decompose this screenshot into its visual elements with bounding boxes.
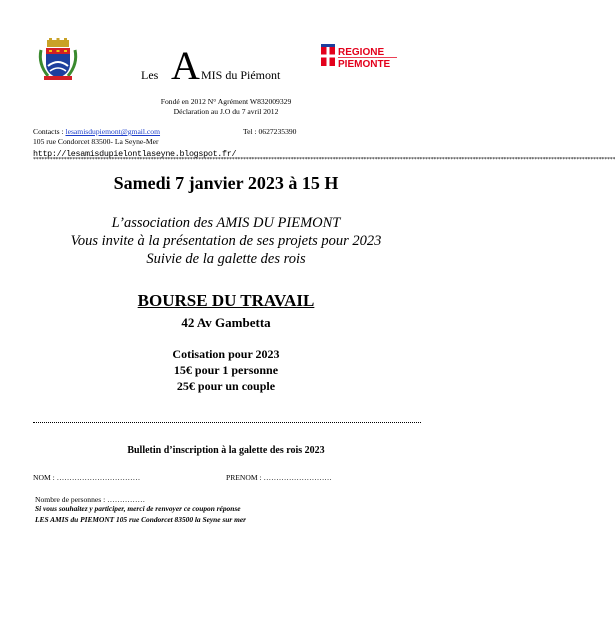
cut-line-divider (33, 422, 421, 423)
contacts-label: Contacts : (33, 127, 66, 136)
event-date-title: Samedi 7 janvier 2023 à 15 H (113, 173, 339, 193)
contacts-block (33, 127, 160, 147)
blog-url[interactable]: http://lesamisdupielontlaseyne.blogspot.fr/ (33, 149, 237, 159)
fee-couple: 25€ pour un couple (176, 379, 276, 393)
regione-piemonte-logo (321, 44, 399, 72)
telephone: Tel : 0627235390 (243, 127, 297, 136)
fees-block (0, 346, 452, 394)
brand-les: Les (141, 68, 159, 82)
venue-street: 42 Av Gambetta (181, 315, 271, 330)
brand-rest: MIS du Piémont (201, 68, 281, 82)
prenom-field[interactable]: PRENOM : ……………………… (226, 473, 332, 482)
return-note-line1: Si vous souhaitez y participer, merci de renvoyer ce coupon réponse (35, 504, 241, 513)
return-note-line2: LES AMIS du PIEMONT 105 rue Condorcet 83500 la Seyne sur mer (35, 515, 247, 524)
invite-line1: L’association des AMIS DU PIEMONT (111, 215, 341, 231)
founded-line2: Déclaration au J.O du 7 avril 2012 (173, 107, 279, 116)
form-title: Bulletin d’inscription à la galette des rois 2023 (127, 445, 325, 456)
founding-info (0, 97, 452, 117)
fee-single: 15€ pour 1 personne (173, 363, 279, 377)
contacts-address: 105 rue Condorcet 83500- La Seyne-Mer (33, 137, 159, 146)
venue-name: BOURSE DU TRAVAIL (137, 291, 315, 310)
contacts-email-link[interactable]: lesamisdupiemont@gmail.com (65, 127, 161, 136)
invite-line2: Vous invite à la présentation de ses projets pour 2023 (70, 233, 382, 249)
star-divider: **************************************************************************************************************************************************************************************************************** (33, 157, 615, 163)
invite-line3: Suivie de la galette des rois (146, 251, 306, 267)
association-brand-title (135, 40, 335, 88)
brand-big-letter: A (171, 43, 200, 88)
nom-field[interactable]: NOM : …………………………… (33, 473, 141, 482)
town-crest-logo (38, 38, 78, 82)
persons-count-field[interactable]: Nombre de personnes : …………… (35, 495, 146, 504)
invitation-text (0, 214, 452, 268)
regione-line2: PIEMONTE (338, 59, 391, 70)
regione-line1: REGIONE (338, 47, 385, 58)
fee-title: Cotisation pour 2023 (172, 347, 280, 361)
founded-line1: Fondé en 2012 N° Agrément W832009329 (160, 97, 292, 106)
